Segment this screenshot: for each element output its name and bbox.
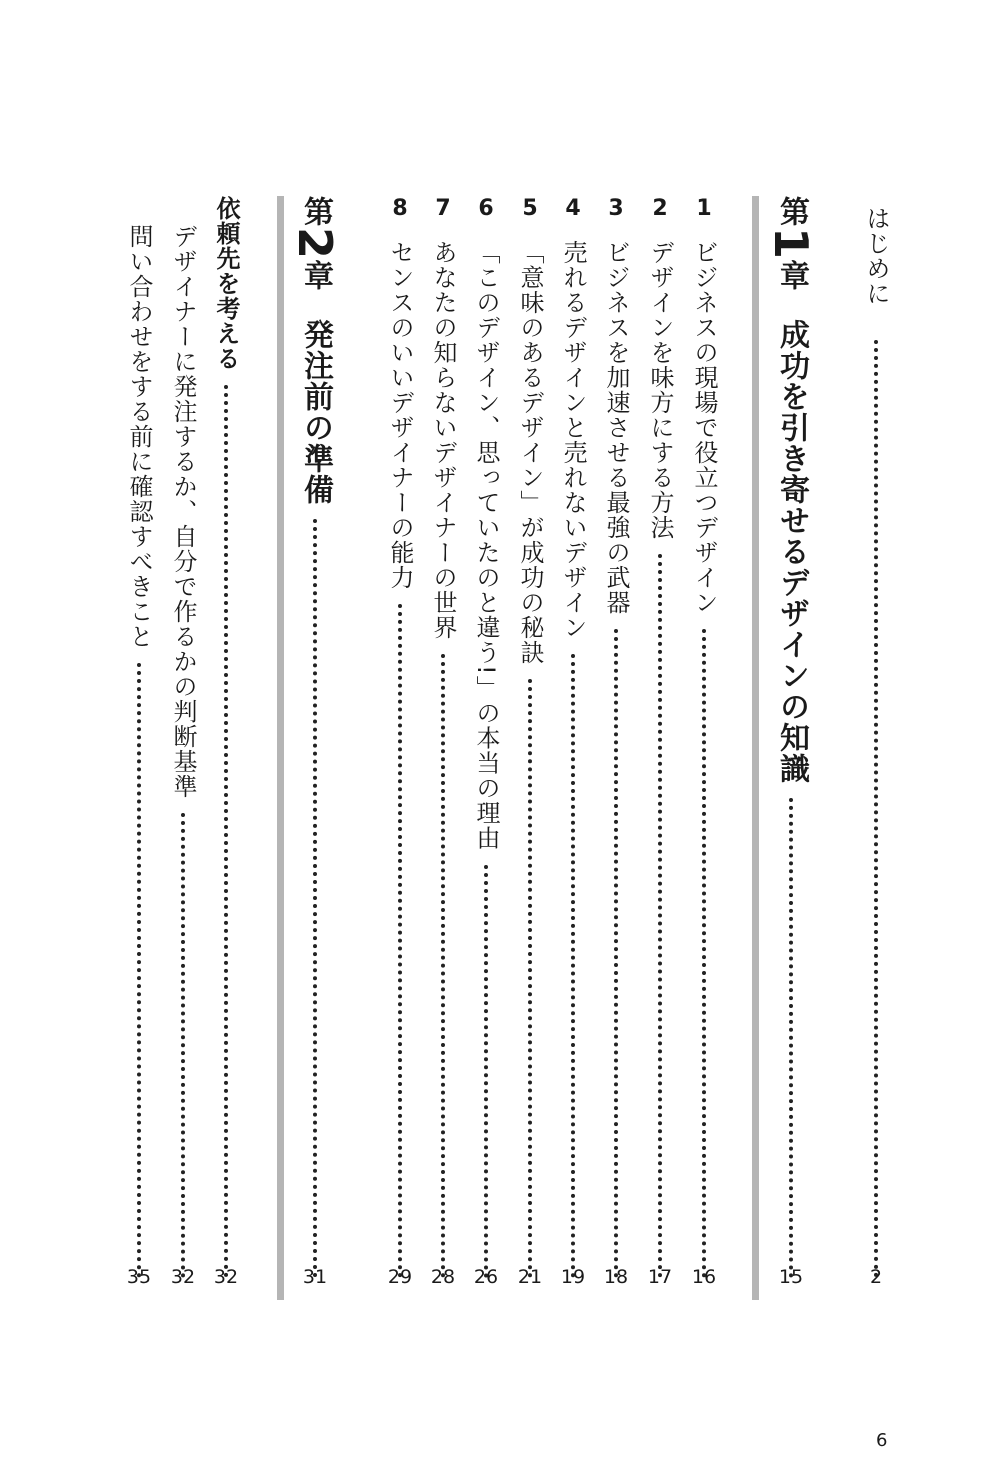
toc-section-title: 依頼先を考える [212,196,240,371]
chapter-2-number: 2 [288,227,342,261]
toc-entry-title: 「意味のあるデザイン」が成功の秘訣 [516,240,544,665]
toc-entry-1-1 [684,196,724,1288]
toc-entry-title: 「このデザイン、思っていたのと違う!」の本当の理由 [472,240,500,851]
toc-entry-page: 19 [560,1266,586,1288]
chapter-1-title [764,196,818,785]
toc-entry-title: ビジネスの現場で役立つデザイン [690,240,718,615]
chapter-1-suffix: 章 [774,260,809,292]
leader-dots [484,865,488,1278]
chapter-1-number: 1 [764,227,818,261]
chapter-1-prefix: 第 [774,196,809,227]
leader-dots [571,654,575,1278]
toc-entry-2-1 [163,196,203,1288]
toc-section-page: 32 [213,1266,239,1288]
toc-entry-2-2 [119,196,159,1288]
toc-entry-1-5 [510,196,550,1288]
toc-section-2-1 [206,196,246,1288]
toc-entry-page: 18 [603,1266,629,1288]
toc-entry-page: 16 [691,1266,717,1288]
leader-dots [614,629,618,1278]
chapter-1-bar [752,196,759,1300]
toc-entry-number: 2 [652,196,668,221]
toc-entry-page: 29 [387,1266,413,1288]
toc-entry-number: 6 [478,196,494,221]
toc-entry-page: 2 [869,1266,883,1288]
toc-entry-page: 35 [126,1266,152,1288]
leader-dots [441,654,445,1278]
toc-entry-number: 8 [392,196,408,221]
toc-entry-page: 28 [430,1266,456,1288]
toc-entry-page: 21 [517,1266,543,1288]
toc-entry-number: 1 [696,196,712,221]
toc-entry-number: 3 [608,196,624,221]
chapter-2-prefix: 第 [298,196,333,227]
toc-entry-page: 26 [473,1266,499,1288]
leader-dots [137,663,141,1278]
toc-entry-title: はじめに [862,206,890,306]
toc-entry-1-7 [423,196,463,1288]
toc-entry-1-4 [553,196,593,1288]
toc-entry-title: 問い合わせをする前に確認すべきこと [125,224,153,649]
chapter-1-heading [766,196,816,1288]
toc-entry-1-2 [640,196,680,1288]
toc-entry-title: あなたの知らないデザイナーの世界 [429,240,457,640]
toc-entry-intro [856,196,896,1288]
toc-entry-number: 4 [565,196,581,221]
toc-entry-page: 32 [170,1266,196,1288]
toc-entry-title: デザインを味方にする方法 [646,240,674,540]
toc-entry-number: 5 [522,196,538,221]
leader-dots [528,679,532,1278]
leader-dots [398,604,402,1278]
toc-entry-title: デザイナーに発注するか、自分で作るかの判断基準 [169,224,197,799]
chapter-2-bar [277,196,284,1300]
toc-entry-title: ビジネスを加速させる最強の武器 [602,240,630,615]
chapter-2-heading [290,196,340,1288]
leader-dots [874,340,878,1278]
chapter-2-page: 31 [302,1266,328,1288]
leader-dots [224,385,228,1278]
chapter-2-name: 発注前の準備 [298,319,333,506]
chapter-1-name: 成功を引き寄せるデザインの知識 [774,319,809,785]
toc-entry-1-8 [380,196,420,1288]
leader-dots [658,554,662,1278]
chapter-2-suffix: 章 [298,260,333,292]
toc-entry-title: センスのいいデザイナーの能力 [386,240,414,590]
page-number: 6 [876,1430,888,1451]
chapter-1-page: 15 [778,1266,804,1288]
leader-dots [702,629,706,1278]
leader-dots [313,519,317,1278]
toc-entry-number: 7 [435,196,451,221]
leader-dots [789,798,793,1278]
toc-entry-1-3 [596,196,636,1288]
toc-entry-page: 17 [647,1266,673,1288]
toc-entry-1-6 [466,196,506,1288]
leader-dots [181,813,185,1278]
chapter-2-title [288,196,342,506]
toc-entry-title: 売れるデザインと売れないデザイン [559,240,587,640]
